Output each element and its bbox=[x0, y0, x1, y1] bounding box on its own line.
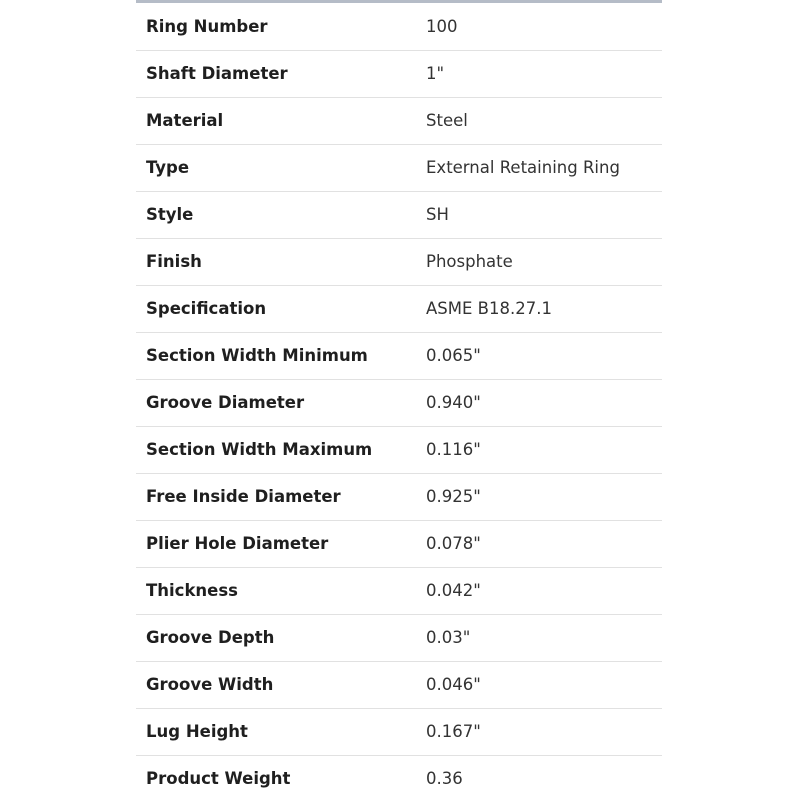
spec-value: External Retaining Ring bbox=[426, 158, 620, 177]
spec-row-groove-depth bbox=[136, 614, 662, 661]
spec-label: Lug Height bbox=[146, 722, 248, 741]
spec-value: Phosphate bbox=[426, 252, 513, 271]
spec-row-ring-number bbox=[136, 3, 662, 50]
spec-label: Shaft Diameter bbox=[146, 64, 288, 83]
spec-value: 0.03" bbox=[426, 628, 471, 647]
spec-label: Style bbox=[146, 205, 194, 224]
spec-value: Steel bbox=[426, 111, 468, 130]
spec-row-groove-width bbox=[136, 661, 662, 708]
spec-row-thickness bbox=[136, 567, 662, 614]
specifications-panel bbox=[136, 0, 662, 800]
spec-label: Groove Width bbox=[146, 675, 274, 694]
spec-value: 0.925" bbox=[426, 487, 481, 506]
spec-label: Section Width Minimum bbox=[146, 346, 368, 365]
spec-label: Ring Number bbox=[146, 16, 268, 36]
spec-label: Material bbox=[146, 111, 224, 130]
spec-label: Product Weight bbox=[146, 769, 291, 789]
spec-label: Thickness bbox=[146, 581, 238, 600]
spec-row-section-width-maximum bbox=[136, 426, 662, 473]
spec-row-specification bbox=[136, 285, 662, 332]
spec-row-material bbox=[136, 97, 662, 144]
spec-row-section-width-minimum bbox=[136, 332, 662, 379]
spec-row-plier-hole-diameter bbox=[136, 520, 662, 567]
spec-label: Free Inside Diameter bbox=[146, 487, 341, 506]
spec-label: Groove Depth bbox=[146, 628, 275, 647]
spec-row-style bbox=[136, 191, 662, 238]
spec-row-type bbox=[136, 144, 662, 191]
spec-value: 0.078" bbox=[426, 534, 481, 553]
spec-value: SH bbox=[426, 205, 449, 224]
spec-value: 0.940" bbox=[426, 393, 481, 412]
spec-label: Finish bbox=[146, 252, 202, 271]
spec-label: Plier Hole Diameter bbox=[146, 534, 329, 553]
spec-value: 0.046" bbox=[426, 675, 481, 694]
spec-label: Section Width Maximum bbox=[146, 440, 373, 459]
spec-value: 0.116" bbox=[426, 440, 481, 459]
spec-row-finish bbox=[136, 238, 662, 285]
spec-value: 0.042" bbox=[426, 581, 481, 600]
spec-label: Groove Diameter bbox=[146, 393, 305, 412]
spec-row-lug-height bbox=[136, 708, 662, 755]
spec-value: 1" bbox=[426, 64, 445, 83]
spec-row-shaft-diameter bbox=[136, 50, 662, 97]
spec-label: Specification bbox=[146, 299, 267, 318]
spec-value: 100 bbox=[426, 16, 458, 36]
spec-row-groove-diameter bbox=[136, 379, 662, 426]
spec-row-product-weight bbox=[136, 755, 662, 802]
spec-label: Type bbox=[146, 158, 190, 177]
spec-row-free-inside-diameter bbox=[136, 473, 662, 520]
spec-value: 0.167" bbox=[426, 722, 481, 741]
spec-value: 0.065" bbox=[426, 346, 481, 365]
specifications-table bbox=[136, 3, 662, 802]
spec-value: 0.36 bbox=[426, 769, 463, 789]
spec-value: ASME B18.27.1 bbox=[426, 299, 552, 318]
